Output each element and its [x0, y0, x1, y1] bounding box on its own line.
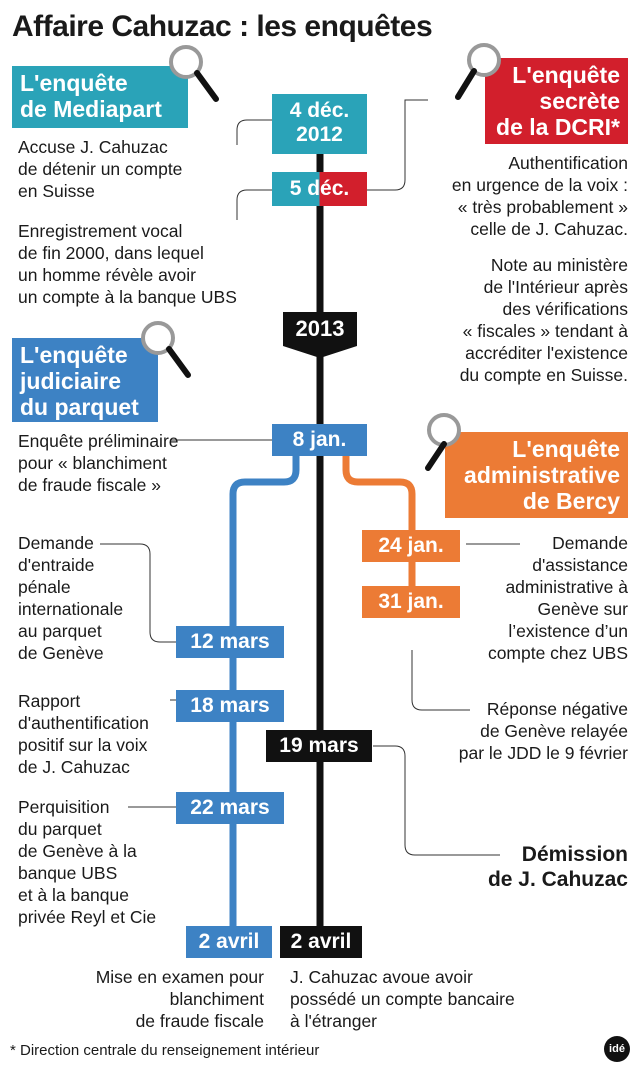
note-avoue: J. Cahuzac avoue avoir possédé un compte bancaire à l'étranger	[290, 967, 515, 1031]
magnifier-icon	[138, 318, 192, 380]
note-demande-assistance: Demande d'assistance administrative à Genève sur l’existence d’un compte chez UBS	[487, 533, 628, 663]
note-reponse-negative: Réponse négative de Genève relayée par le JDD le 9 février	[458, 699, 628, 763]
magnifier-icon	[424, 410, 474, 472]
note-mise-en-examen: Mise en examen pour blanchiment de fraude fiscale	[95, 967, 264, 1031]
date-18-mars: 18 mars	[176, 690, 284, 722]
date-31-jan: 31 jan.	[362, 586, 460, 618]
magnifier-icon	[454, 40, 508, 102]
note-enquete-preliminaire: Enquête préliminaire pour « blanchiment de fraude fiscale »	[18, 431, 179, 495]
magnifier-icon	[166, 42, 220, 104]
note-rapport: Rapport d'authentification positif sur la voix de J. Cahuzac	[18, 691, 149, 777]
logo-text: idé	[609, 1043, 625, 1055]
date-8-jan: 8 jan.	[272, 424, 367, 456]
date-19-mars: 19 mars	[266, 730, 372, 762]
date-5-dec	[272, 172, 367, 206]
logo-badge	[604, 1036, 630, 1062]
bercy-heading: L'enquête administrative de Bercy	[445, 432, 628, 518]
date-22-mars: 22 mars	[176, 792, 284, 824]
mediapart-heading: L'enquête de Mediapart	[12, 66, 188, 128]
date-2-avril-judiciaire: 2 avril	[186, 926, 272, 958]
note-accuse: Accuse J. Cahuzac de détenir un compte en Suisse	[18, 137, 183, 201]
page-title: Affaire Cahuzac : les enquêtes	[12, 10, 433, 43]
bercy-branch	[346, 452, 412, 600]
date-2-avril-cahuzac: 2 avril	[280, 926, 362, 958]
date-5-dec-label: 5 déc.	[289, 177, 350, 200]
year-2013-label: 2013	[295, 316, 345, 341]
note-demission: Démission de J. Cahuzac	[487, 843, 628, 891]
note-perquisition: Perquisition du parquet de Genève à la banque UBS et à la banque privée Reyl et Cie	[18, 797, 157, 927]
note-ministere: Note au ministère de l'Intérieur après des vérifications « fiscales » tendant à accréditer l'existence du compte en Suisse.	[459, 255, 628, 385]
date-12-mars: 12 mars	[176, 626, 284, 658]
judiciaire-heading: L'enquête judiciaire du parquet	[12, 338, 158, 422]
note-enregistrement: Enregistrement vocal de fin 2000, dans lequel un homme révèle avoir un compte à la banque UBS	[18, 221, 237, 307]
note-demande-entraide: Demande d'entraide pénale internationale au parquet de Genève	[18, 533, 124, 663]
footnote: * Direction centrale du renseignement intérieur	[10, 1042, 320, 1059]
dcri-heading: L'enquête secrète de la DCRI*	[485, 58, 628, 144]
date-24-jan: 24 jan.	[362, 530, 460, 562]
note-authentification-urgence: Authentification en urgence de la voix : « très probablement » celle de J. Cahuzac.	[451, 153, 628, 239]
date-4-dec-2012: 4 déc. 2012	[272, 94, 367, 154]
